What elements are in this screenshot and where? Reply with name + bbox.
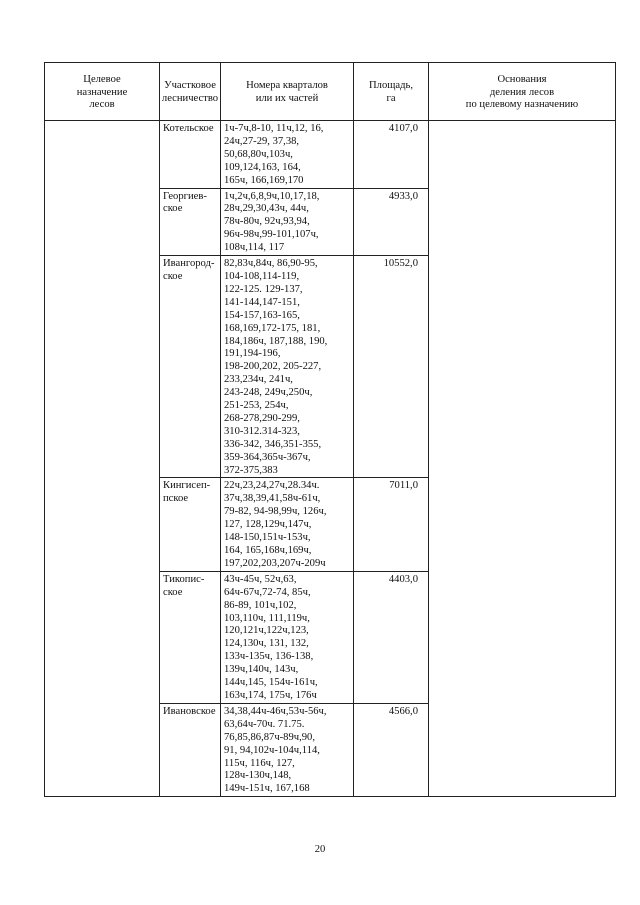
quarters-line: 103,110ч, 111,119ч,: [224, 612, 310, 624]
table-row: [45, 121, 616, 189]
quarters-line: 109,124,163, 164,: [224, 161, 301, 173]
quarters-line: 148-150,151ч-153ч,: [224, 532, 311, 544]
header-line: Участковое: [164, 80, 216, 92]
quarters-line: 96ч-98ч,99-101,107ч,: [224, 229, 319, 241]
quarters-line: 124,130ч, 131, 132,: [224, 638, 309, 650]
quarters-line: 22ч,23,24,27ч,28.34ч.: [224, 480, 320, 492]
quarters-line: 243-248, 249ч,250ч,: [224, 387, 313, 399]
quarters-line: 163ч,174, 175ч, 176ч: [224, 689, 317, 701]
header-line: по целевому назначению: [465, 99, 579, 111]
quarters-line: 76,85,86,87ч-89ч,90,: [224, 731, 315, 743]
quarters-line: 43ч-45ч, 52ч,63,: [224, 573, 297, 585]
quarters-line: 144ч,145, 154ч-161ч,: [224, 677, 318, 689]
quarters-line: 34,38,44ч-46ч,53ч-56ч,: [224, 705, 327, 717]
quarters-line: 78ч-80ч, 92ч,93,94,: [224, 216, 310, 228]
quarters-cell: [221, 478, 354, 571]
quarters-line: 268-278,290-299,: [224, 412, 300, 424]
quarters-line: 24ч,27-29, 37,38,: [224, 135, 300, 147]
quarters-line: 154-157,163-165,: [224, 309, 300, 321]
quarters-cell: [221, 188, 354, 256]
quarters-line: 149ч-151ч, 167,168: [224, 783, 310, 795]
table-body: [45, 121, 616, 797]
quarters-cell: [221, 571, 354, 703]
basis-cell: [429, 121, 616, 797]
quarters-line: 120,121ч,122ч,123,: [224, 625, 309, 637]
district-cell: [160, 571, 221, 703]
district-cell: [160, 256, 221, 478]
quarters-line: 37ч,38,39,41,58ч-61ч,: [224, 493, 321, 505]
purpose-cell: [45, 121, 160, 797]
table-header-row: [45, 63, 616, 121]
header-line: га: [386, 93, 396, 104]
district-cell: [160, 703, 221, 796]
area-cell: 4403,0: [354, 571, 429, 703]
header-line: или их частей: [255, 93, 319, 104]
area-cell: 4107,0: [354, 121, 429, 189]
quarters-cell: [221, 256, 354, 478]
quarters-line: 108ч,114, 117: [224, 242, 285, 254]
forest-table: [44, 62, 616, 797]
header-line: лесов: [89, 99, 115, 111]
quarters-line: 168,169,172-175, 181,: [224, 322, 321, 334]
quarters-line: 336-342, 346,351-355,: [224, 438, 322, 450]
district-name-line: ское: [163, 586, 183, 598]
quarters-line: 310-312.314-323,: [224, 425, 300, 437]
quarters-line: 122-125. 129-137,: [224, 283, 303, 295]
header-quarters: [221, 63, 354, 121]
district-name-line: Георгиев-: [163, 190, 207, 202]
quarters-line: 251-253, 254ч,: [224, 400, 289, 412]
quarters-line: 372-375,383: [224, 464, 278, 476]
quarters-line: 63,64ч-70ч. 71.75.: [224, 718, 305, 730]
district-name-line: ское: [163, 270, 183, 282]
quarters-line: 86-89, 101ч,102,: [224, 599, 297, 611]
quarters-line: 184,186ч, 187,188, 190,: [224, 335, 328, 347]
quarters-line: 50,68,80ч,103ч,: [224, 148, 293, 160]
header-area: [354, 63, 429, 121]
quarters-line: 191,194-196,: [224, 348, 281, 360]
area-cell: 4566,0: [354, 703, 429, 796]
header-line: Целевое: [83, 73, 121, 85]
quarters-line: 128ч-130ч,148,: [224, 770, 292, 782]
quarters-line: 104-108,114-119,: [224, 270, 300, 282]
header-line: деления лесов: [489, 86, 555, 98]
quarters-line: 133ч-135ч, 136-138,: [224, 651, 314, 663]
district-name-line: Ивангород-: [163, 258, 215, 270]
quarters-line: 1ч-7ч,8-10, 11ч,12, 16,: [224, 123, 324, 134]
quarters-line: 197,202,203,207ч-209ч: [224, 557, 326, 569]
quarters-line: 1ч,2ч,6,8,9ч,10,17,18,: [224, 190, 320, 202]
quarters-line: 64ч-67ч,72-74, 85ч,: [224, 586, 311, 598]
district-name-line: Тикопис-: [163, 573, 205, 585]
header-line: Основания: [497, 73, 547, 85]
quarters-line: 127, 128,129ч,147ч,: [224, 519, 312, 531]
quarters-line: 91, 94,102ч-104ч,114,: [224, 744, 320, 756]
district-cell: [160, 121, 221, 189]
quarters-line: 198-200,202, 205-227,: [224, 361, 322, 373]
quarters-line: 139ч,140ч, 143ч,: [224, 664, 299, 676]
quarters-line: 164, 165,168ч,169ч,: [224, 545, 312, 556]
quarters-line: 165ч, 166,169,170: [224, 174, 304, 186]
area-cell: 10552,0: [354, 256, 429, 478]
header-line: назначение: [76, 86, 128, 98]
quarters-line: 115ч, 116ч, 127,: [224, 757, 295, 769]
quarters-line: 141-144,147-151,: [224, 296, 300, 308]
district-name-line: Кингисеп-: [163, 480, 211, 492]
district-name-line: Ивановское: [163, 705, 216, 717]
header-basis: [429, 63, 616, 121]
quarters-cell: [221, 121, 354, 189]
header-purpose: [45, 63, 160, 121]
district-cell: [160, 188, 221, 256]
quarters-line: 79-82, 94-98,99ч, 126ч,: [224, 506, 327, 518]
quarters-line: 28ч,29,30,43ч, 44ч,: [224, 203, 309, 215]
district-cell: [160, 478, 221, 571]
quarters-line: 82,83ч,84ч, 86,90-95,: [224, 258, 318, 270]
district-name-line: пское: [163, 493, 189, 505]
quarters-line: 233,234ч, 241ч,: [224, 374, 293, 386]
quarters-line: 359-364,365ч-367ч,: [224, 451, 311, 463]
page-number: 20: [314, 844, 326, 855]
header-line: Площадь,: [369, 80, 413, 92]
quarters-cell: [221, 703, 354, 796]
header-line: Номера кварталов: [246, 80, 328, 92]
header-district: [160, 63, 221, 121]
district-name-line: Котельское: [163, 123, 214, 134]
district-name-line: ское: [163, 203, 183, 215]
area-cell: 4933,0: [354, 188, 429, 256]
area-cell: 7011,0: [354, 478, 429, 571]
header-line: лесничество: [161, 93, 219, 104]
